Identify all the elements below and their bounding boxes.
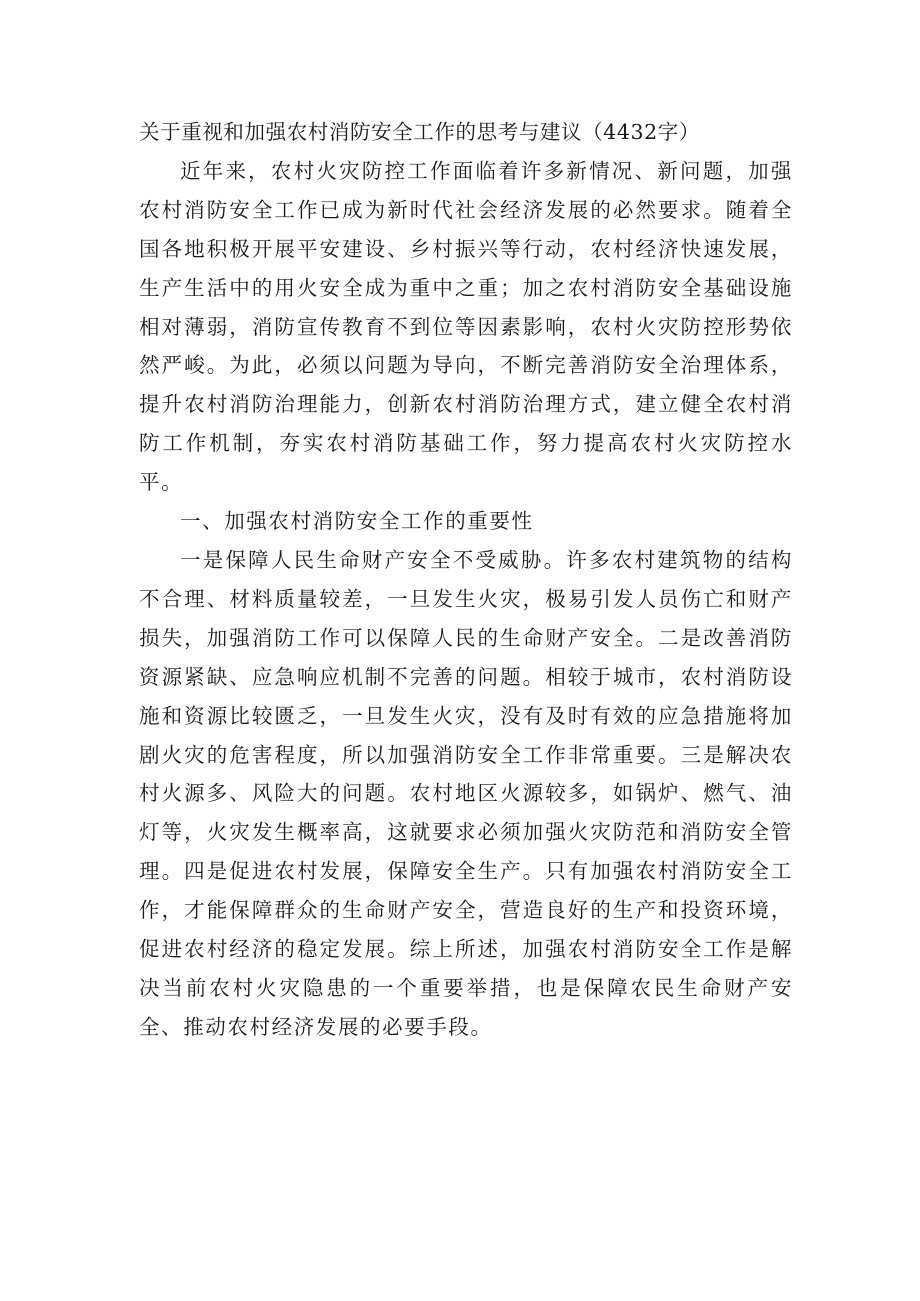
intro-paragraph: 近年来，农村火灾防控工作面临着许多新情况、新问题，加强农村消防安全工作已成为新时代社会经济发展的必然要求。随着全国各地积极开展平安建设、乡村振兴等行动，农村经济快速发展，生产生活中的用火安全成为重中之重；加之农村消防安全基础设施相对薄弱，消防宣传教育不到位等因素影响，农村火灾防控形势依然严峻。为此，必须以问题为导向，不断完善消防安全治理体系，提升农村消防治理能力，创新农村消防治理方式，建立健全农村消防工作机制，夯实农村消防基础工作，努力提高农村火灾防控水平。 bbox=[139, 158, 793, 495]
section-heading: 一、加强农村消防安全工作的重要性 bbox=[180, 509, 534, 534]
document-title: 关于重视和加强农村消防安全工作的思考与建议（4432字） bbox=[139, 120, 700, 144]
section-paragraph: 一是保障人民生命财产安全不受威胁。许多农村建筑物的结构不合理、材料质量较差，一旦发生火灾，极易引发人员伤亡和财产损失，加强消防工作可以保障人民的生命财产安全。二是改善消防资源紧缺、应急响应机制不完善的问题。相较于城市，农村消防设施和资源比较匮乏，一旦发生火灾，没有及时有效的应急措施将加剧火灾的危害程度，所以加强消防安全工作非常重要。三是解决农村火源多、风险大的问题。农村地区火源较多，如锅炉、燃气、油灯等，火灾发生概率高，这就要求必须加强火灾防范和消防安全管理。四是促进农村发展，保障安全生产。只有加强农村消防安全工作，才能保障群众的生命财产安全，营造良好的生产和投资环境，促进农村经济的稳定发展。综上所述，加强农村消防安全工作是解决当前农村火灾隐患的一个重要举措，也是保障农民生命财产安全、推动农村经济发展的必要手段。 bbox=[139, 547, 793, 1039]
document-body bbox=[139, 113, 793, 1047]
